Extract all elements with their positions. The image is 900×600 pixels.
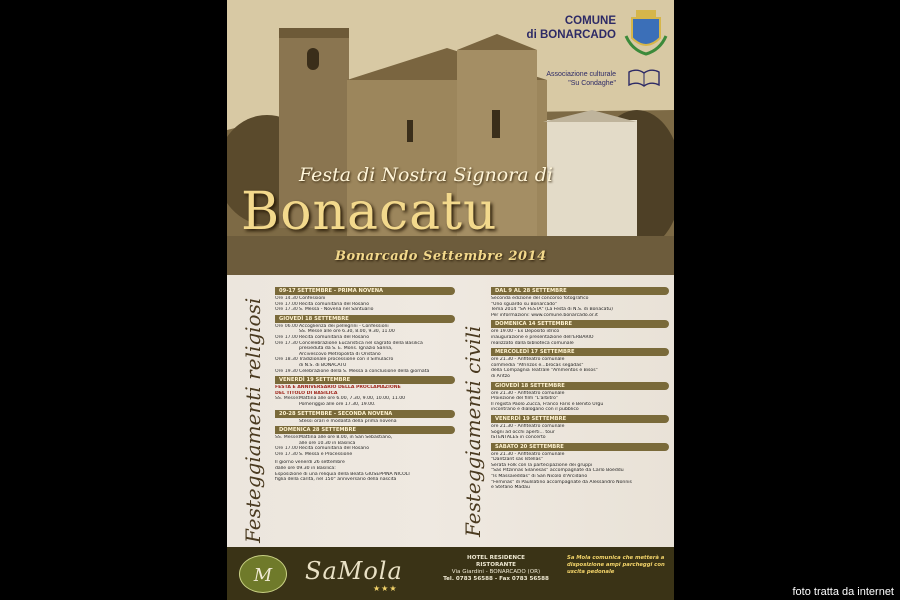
schedule-time: SS. Messe: (275, 435, 300, 441)
schedule-desc: Mattina alle ore 8.00, in San Sebastiano, (299, 435, 393, 441)
program-area (227, 275, 674, 547)
schedule-desc: Recita comunitaria del Rosario (299, 334, 370, 340)
event-header: DOMENICA 14 SETTEMBRE (491, 320, 669, 328)
schedule-desc: Pomeriggio alle ore 17.30, 19.00. (299, 401, 376, 407)
hotel-line-2: RISTORANTE (476, 562, 516, 568)
schedule-desc: alle ore 10.30 in Basilica (299, 440, 356, 446)
schedule-time: Ore 17.00 (275, 301, 298, 307)
event-line: Tema 2014 "SA FESTA" (La Festa di N.S. di Bonacatu) (491, 307, 613, 313)
title-date: Bonarcado Settembre 2014 (335, 249, 547, 264)
closing-note: dalle ore 09.30 in Basilica: (275, 466, 336, 472)
schedule-header: GIOVEDÌ 18 SETTEMBRE (275, 315, 455, 323)
image-credit: foto tratta da internet (792, 586, 894, 598)
schedule-desc: Confessioni (299, 296, 326, 301)
association-line-2: "Su Condaghe" (568, 80, 616, 87)
schedule-header: VENERDÌ 19 SETTEMBRE (275, 376, 455, 384)
event-line: Il regista Paolo Zucca, Franco Faris e Benito Urgu (491, 401, 604, 407)
title-subtitle: Festa di Nostra Signora di (299, 164, 553, 186)
schedule-desc: presieduta da S. E. Mons. Ignazio Sanna, (299, 346, 393, 352)
association-line-1: Associazione culturale (546, 71, 616, 78)
schedule-row (275, 419, 455, 425)
hotel-stars: ★★★ (373, 584, 398, 593)
schedule-header: 20-28 SETTEMBRE - SECONDA NOVENA (275, 410, 455, 418)
schedule-desc: Arcivescovo Metropolita di Oristano (299, 351, 381, 357)
comune-line-2: di BONARCADO (526, 29, 616, 41)
event-header: DAL 9 AL 28 SETTEMBRE (491, 287, 669, 295)
event-line: Per informazioni: www.comune.bonarcado.or.it (491, 312, 598, 318)
event-line: ISTENTALES in concerto (491, 435, 546, 441)
association-label (546, 70, 616, 88)
schedule-header: 09-17 SETTEMBRE - PRIMA NOVENA (275, 287, 455, 295)
schedule-desc: Stessi orari e modalità della prima novena (299, 418, 397, 424)
schedule-desc: Celebrazione della S. Messa a conclusione della giornata (299, 368, 430, 374)
schedule-header: DOMENICA 28 SETTEMBRE (275, 426, 455, 434)
schedule-time (275, 402, 299, 408)
sponsor-name: SaMola (305, 557, 403, 585)
event-line: Serata Folk con la partecipazione dei gruppi (491, 462, 593, 468)
svg-text:M: M (253, 565, 273, 586)
schedule-time: Ore 17.00 (275, 446, 298, 452)
event-line: ore 21.30 - Anfiteatro comunale (491, 423, 565, 429)
schedule-time: SS. Messe: (275, 396, 300, 402)
event-poster (227, 0, 674, 600)
schedule-highlight: DEL TITOLO DI BASILICA (275, 390, 338, 396)
schedule-time: Ore 14.30 (275, 296, 298, 301)
schedule-desc: Concelebrazione Eucaristica nel sagrato della Basilica (299, 340, 423, 346)
event-line: Seconda edizione del concorso fotografico (491, 296, 589, 301)
book-icon (627, 66, 661, 88)
schedule-desc: S. Messa e Processione (299, 451, 353, 457)
comune-line-1: COMUNE (564, 15, 616, 27)
hotel-info (437, 555, 555, 583)
event-line: "Dantzant sas Istellas" (491, 457, 543, 463)
event-line: "Uno sguardo su Bonarcado" (491, 301, 558, 307)
schedule-time: Ore 17.00 (275, 334, 298, 340)
closing-note: Il giorno venerdì 26 settembre (275, 460, 345, 466)
event-line: ore 21.30 - Anfiteatro comunale (491, 451, 565, 457)
event-line: realizzato dalla biblioteca comunale (491, 340, 574, 346)
parking-note: Sa Mola comunica che metterà a disposizione ampi parcheggi con uscita pedonale (567, 555, 665, 575)
event-line: di Aritzo (491, 373, 510, 379)
event-line: e Stefano Madau (491, 485, 530, 491)
schedule-time: Ore 17.30 (275, 340, 298, 346)
event-line: ore 19.00 - Ex Deposito idrico (491, 329, 560, 335)
schedule-desc: Accoglienza dei pellegrini - Confessioni (299, 323, 389, 329)
event-line: ore 21.30 - Anfiteatro comunale (491, 357, 565, 363)
comune-label (527, 14, 616, 42)
schedule-desc: S. Messa - Novena nel Santuario (299, 307, 374, 313)
sponsor-footer (227, 547, 674, 600)
schedule-desc: Mattina alle ore 6.00, 7.30, 9.00, 10.00, 11.00 (299, 396, 406, 402)
hotel-line-3: Via Giardini - BONARCADO (OR) (451, 569, 541, 575)
hotel-line-4: Tel. 0783 56588 - Fax 0783 56588 (443, 576, 549, 582)
closing-note: figlia della carità, nel 150° anniversario della nascita (275, 477, 397, 483)
event-header: GIOVEDÌ 18 SETTEMBRE (491, 382, 669, 390)
schedule-time: Ore 06.00 (275, 323, 298, 329)
civil-program (491, 285, 669, 491)
event-line: incontrano e dialogano con il pubblico (491, 407, 579, 413)
civil-vertical-title: Festeggiamenti civili (461, 325, 485, 537)
schedule-time (275, 419, 299, 425)
schedule-row (275, 402, 455, 408)
title-main: Bonacatu (241, 182, 498, 242)
schedule-desc: SS. Messe alle ore 6.30, 8.00, 9.30, 11.00 (299, 329, 395, 335)
event-line: "Is Massaieddas" di San Nicolò d'Arcidano (491, 474, 588, 480)
event-line: della Compagnia Teatrale "Ammentos e Bisos" (491, 368, 598, 374)
samola-logo-icon (239, 555, 287, 593)
schedule-desc: Tradizionale processione con il Simulacro (299, 357, 394, 363)
event-header: MERCOLEDÌ 17 SETTEMBRE (491, 348, 669, 356)
schedule-desc: Recita comunitaria del Rosario (299, 301, 370, 307)
event-line: commedia "Afrinzos e...brocas segadas" (491, 362, 584, 368)
closing-note: Esposizione di una reliquia della Beata GIUSEPPINA NICOLI (275, 471, 410, 477)
schedule-time: Ore 17.30 (275, 307, 298, 313)
coat-of-arms-icon (624, 6, 668, 56)
event-header: SABATO 20 SETTEMBRE (491, 443, 669, 451)
event-line: ore 21.30 - Anfiteatro comunale (491, 390, 565, 396)
schedule-desc: di N.S. di BONACATU (299, 362, 347, 368)
event-header: VENERDÌ 19 SETTEMBRE (491, 415, 669, 423)
hotel-line-1: HOTEL RESIDENCE (467, 555, 525, 561)
schedule-desc: Recita comunitaria del Rosario (299, 446, 370, 452)
schedule-row (275, 307, 455, 313)
schedule-time: Ore 17.30 (275, 451, 298, 457)
religious-vertical-title: Festeggiamenti religiosi (241, 297, 265, 543)
schedule-time: Ore 18.30 (275, 357, 298, 363)
event-line: "Sas Pitzinnas Silanesas" accompagnate da Carlo Boeddu (491, 468, 624, 474)
religious-program (275, 285, 455, 483)
event-line: Proiezione del film "L'arbitro" (491, 396, 559, 402)
poster-hero (227, 0, 674, 275)
schedule-time: Ore 19.30 (275, 368, 298, 374)
schedule-highlight: FESTA E ANNIVERSARIO DELLA PROCLAMAZIONE (275, 385, 401, 391)
schedule-row (275, 369, 455, 375)
event-line: inaugurazione e presentazione dell'ERBARIO (491, 334, 594, 340)
event-line: "Feminas" di Paulilatino accompagnate da Alessandro Nonnis (491, 479, 632, 485)
event-line: Sogni ad occhi aperti... tour (491, 429, 555, 435)
schedule-row (275, 452, 455, 458)
